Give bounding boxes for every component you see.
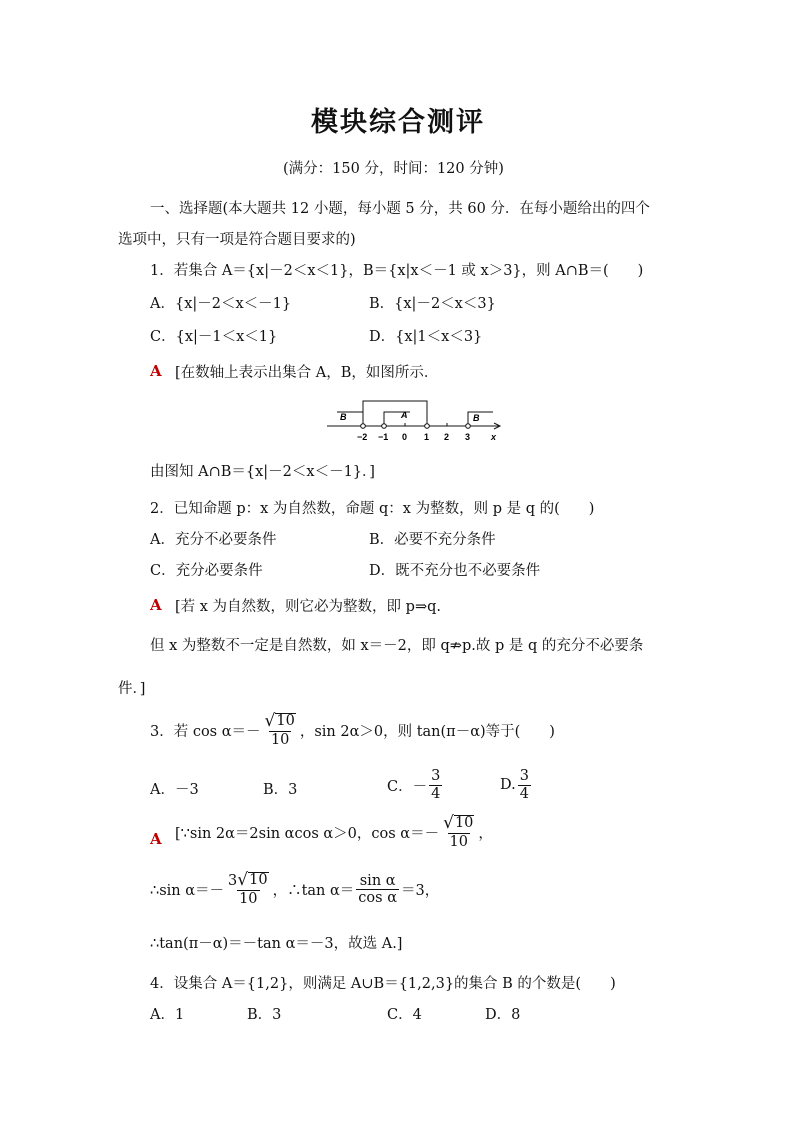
q1-explain: [在数轴上表示出集合 A，B，如图所示． bbox=[175, 365, 439, 381]
q3-den: 10 bbox=[270, 731, 290, 748]
q3-explain-line3: ∴tan(π－α)＝－tan α＝－3，故选 A.] bbox=[150, 936, 403, 952]
q2-explain: [若 x 为自然数，则它必为整数，即 p⇒q. bbox=[175, 599, 441, 615]
tick-label: 0 bbox=[402, 432, 408, 442]
q4-option-b: B．3 bbox=[247, 1007, 282, 1023]
q3-explain-den: 10 bbox=[449, 833, 468, 850]
q1-answer: A bbox=[150, 362, 162, 380]
q1-stem: 1．若集合 A＝{x|－2＜x＜1}，B＝{x|x＜－1 或 x＞3}，则 A∩B＝( ) bbox=[150, 263, 644, 279]
q3-stem-prefix: 3．若 cos α＝－ bbox=[150, 724, 261, 741]
q3-option-c-prefix: C．－ bbox=[387, 778, 428, 795]
q3-explain2-prefix: ∴sin α＝－ bbox=[150, 883, 225, 900]
q2-stem: 2．已知命题 p：x 为自然数，命题 q：x 为整数，则 p 是 q 的( ) bbox=[150, 501, 595, 517]
section-heading: 一、选择题(本大题共 12 小题，每小题 5 分，共 60 分．在每小题给出的四个 bbox=[150, 201, 650, 217]
q1-explain-cont: 由图知 A∩B＝{x|－2＜x＜－1}．] bbox=[150, 464, 375, 480]
tick-label: 1 bbox=[424, 432, 430, 442]
tick-label: −2 bbox=[357, 432, 368, 442]
q3-tan-den: cos α bbox=[358, 890, 397, 907]
q1-option-c: C．{x|－1＜x＜1} bbox=[150, 329, 278, 345]
tick-label: 3 bbox=[465, 432, 471, 442]
subtitle: (满分：150 分，时间：120 分钟) bbox=[283, 161, 504, 177]
q3-answer: A bbox=[150, 830, 162, 848]
q3-explain-prefix: [∵sin 2α＝2sin αcos α＞0，cos α＝－ bbox=[175, 826, 440, 843]
tick-label: −1 bbox=[378, 432, 389, 442]
q3-cos-fraction: √ 10 10 bbox=[264, 711, 295, 748]
q3-option-d-den: 4 bbox=[519, 785, 529, 802]
q2-option-d: D．既不充分也不必要条件 bbox=[369, 563, 541, 579]
q1-option-b: B．{x|－2＜x＜3} bbox=[369, 296, 496, 312]
set-label-a: A bbox=[401, 410, 408, 420]
q3-option-c-num: 3 bbox=[431, 768, 441, 784]
q3-option-d-num: 3 bbox=[519, 768, 529, 784]
q3-explain2-suffix: ＝3， bbox=[401, 883, 440, 900]
q3-sin-den: 10 bbox=[239, 890, 258, 907]
q4-option-c: C．4 bbox=[387, 1007, 422, 1023]
q3-option-b: B．3 bbox=[263, 782, 298, 798]
q3-option-c bbox=[387, 768, 444, 802]
q4-option-d: D．8 bbox=[485, 1007, 521, 1023]
q1-option-d: D．{x|1＜x＜3} bbox=[369, 329, 483, 345]
q2-explain-end: 件．] bbox=[118, 681, 146, 697]
q3-option-c-den: 4 bbox=[431, 785, 441, 802]
q3-explain bbox=[175, 815, 493, 850]
section-heading-cont: 选项中，只有一项是符合题目要求的) bbox=[118, 232, 356, 248]
q3-option-d-fraction bbox=[518, 768, 531, 802]
q2-answer: A bbox=[150, 596, 162, 614]
axis-label: x bbox=[491, 432, 497, 442]
q4-stem: 4．设集合 A＝{1,2}，则满足 A∪B＝{1,2,3}的集合 B 的个数是( ) bbox=[150, 976, 616, 992]
set-label-b-right: B bbox=[473, 413, 480, 423]
q3-tan-num: sin α bbox=[359, 872, 396, 889]
q4-option-a: A．1 bbox=[150, 1007, 185, 1023]
q3-stem-suffix: ，sin 2α＞0，则 tan(π－α)等于( ) bbox=[299, 724, 555, 741]
q3-sin-sqrt-arg: 10 bbox=[249, 872, 268, 889]
q3-sqrt-arg: 10 bbox=[276, 713, 295, 730]
number-line-figure bbox=[325, 398, 505, 444]
q2-option-a: A．充分不必要条件 bbox=[150, 532, 277, 548]
q3-option-a: A．－3 bbox=[150, 782, 199, 798]
q3-sin-fraction: 3 √ 10 10 bbox=[228, 870, 268, 907]
q3-explain-sqrt-arg: 10 bbox=[454, 815, 474, 832]
set-label-b-left: B bbox=[340, 412, 347, 422]
tick-label: 2 bbox=[444, 432, 450, 442]
q3-tan-fraction bbox=[356, 873, 399, 907]
q3-option-d-prefix: D. bbox=[500, 777, 516, 794]
q3-explain2-mid: ，∴tan α＝ bbox=[272, 883, 355, 900]
q3-option-c-fraction bbox=[429, 768, 442, 802]
q3-explain-fraction: √ 10 10 bbox=[443, 813, 474, 850]
q2-option-c: C．充分必要条件 bbox=[150, 563, 263, 579]
q3-stem bbox=[150, 713, 555, 748]
q1-option-a: A．{x|－2＜x＜－1} bbox=[150, 296, 292, 312]
q3-explain-line2 bbox=[150, 872, 439, 907]
q2-explain-cont: 但 x 为整数不一定是自然数，如 x＝－2，即 q⇏p.故 p 是 q 的充分不必要条 bbox=[150, 638, 644, 654]
q3-sin-coef: 3 bbox=[228, 873, 238, 889]
q3-option-d bbox=[500, 768, 533, 802]
q3-explain-suffix: ， bbox=[478, 826, 493, 843]
page-title: 模块综合测评 bbox=[311, 107, 485, 138]
q2-option-b: B．必要不充分条件 bbox=[369, 532, 496, 548]
